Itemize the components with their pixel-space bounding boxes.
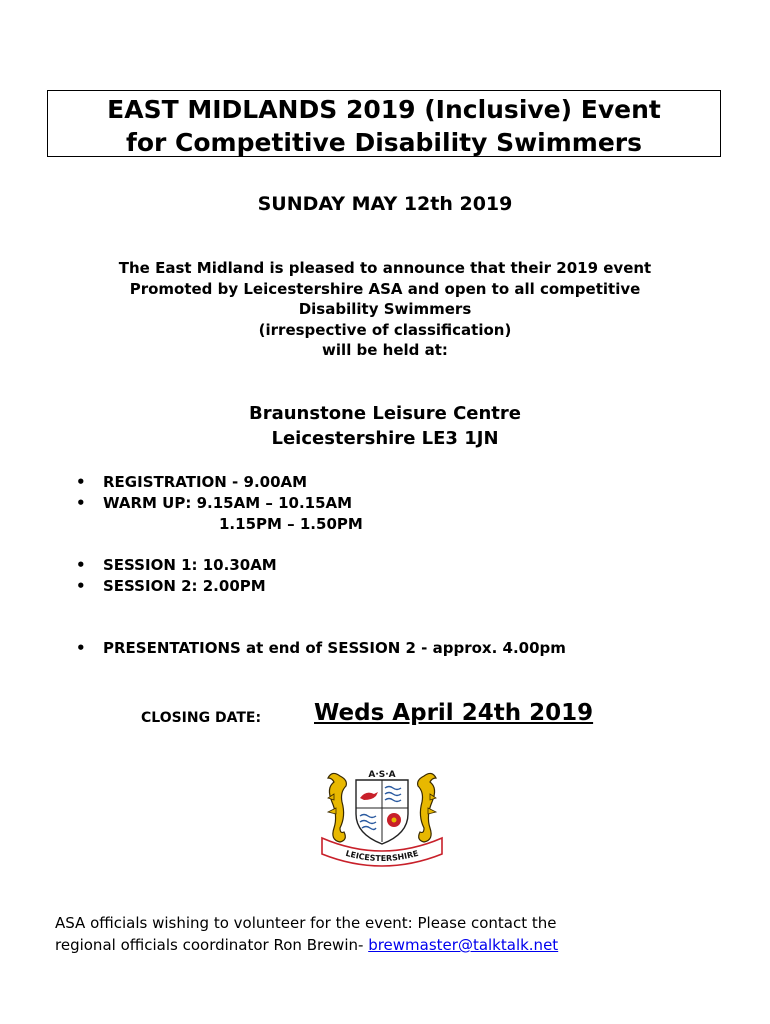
venue — [0, 401, 770, 451]
title-line-2: for Competitive Disability Swimmers — [125, 128, 643, 157]
bullet-icon: • — [76, 494, 86, 512]
schedule-list-presentations — [76, 638, 566, 659]
contact-email-link[interactable]: brewmaster@talktalk.net — [368, 936, 559, 954]
closing-date-label: CLOSING DATE: — [141, 710, 262, 726]
list-item-presentations — [76, 638, 566, 659]
footer-line-2-text: regional officials coordinator Ron Brewin- — [55, 936, 364, 954]
warm-up-text: WARM UP: 9.15AM – 10.15AM — [103, 494, 353, 512]
event-date: SUNDAY MAY 12th 2019 — [257, 193, 513, 215]
list-item-session-2 — [76, 576, 277, 597]
footer-line-2 — [55, 934, 558, 956]
venue-address: Leicestershire LE3 1JN — [271, 428, 499, 449]
footer-line-1: ASA officials wishing to volunteer for the event: Please contact the — [55, 914, 557, 932]
bullet-icon: • — [76, 639, 86, 657]
venue-name: Braunstone Leisure Centre — [249, 403, 521, 424]
session-2-text: SESSION 2: 2.00PM — [103, 577, 266, 595]
asa-crest-icon — [318, 764, 446, 868]
intro-line-4: (irrespective of classification) — [258, 320, 512, 339]
intro-line-5: will be held at: — [322, 341, 448, 359]
schedule-list-sessions — [76, 555, 277, 597]
bullet-icon: • — [76, 577, 86, 595]
bullet-icon: • — [76, 556, 86, 574]
title-box — [47, 90, 721, 157]
list-item-warm-up — [76, 493, 363, 514]
leicestershire-asa-logo — [318, 764, 446, 868]
logo-top-text: A·S·A — [368, 770, 396, 780]
intro-line-2: Promoted by Leicestershire ASA and open to all competitive — [129, 279, 641, 298]
intro-line-3: Disability Swimmers — [298, 300, 472, 318]
registration-text: REGISTRATION - 9.00AM — [103, 473, 308, 491]
list-item-registration — [76, 472, 363, 493]
closing-date-value: Weds April 24th 2019 — [314, 700, 594, 726]
presentations-text: PRESENTATIONS at end of SESSION 2 - approx. 4.00pm — [103, 639, 566, 657]
title-line-1: EAST MIDLANDS 2019 (Inclusive) Event — [107, 95, 661, 124]
session-1-text: SESSION 1: 10.30AM — [103, 556, 277, 574]
footer-note — [55, 912, 558, 956]
intro-paragraph — [0, 258, 770, 361]
bullet-icon: • — [76, 473, 86, 491]
schedule-list-arrival — [76, 472, 363, 535]
logo-banner-path: LEICESTERSHIRE — [344, 848, 420, 864]
list-item-session-1 — [76, 555, 277, 576]
intro-line-1: The East Midland is pleased to announce that their 2019 event — [118, 259, 652, 277]
warm-up-second-time: 1.15PM – 1.50PM — [219, 515, 363, 533]
